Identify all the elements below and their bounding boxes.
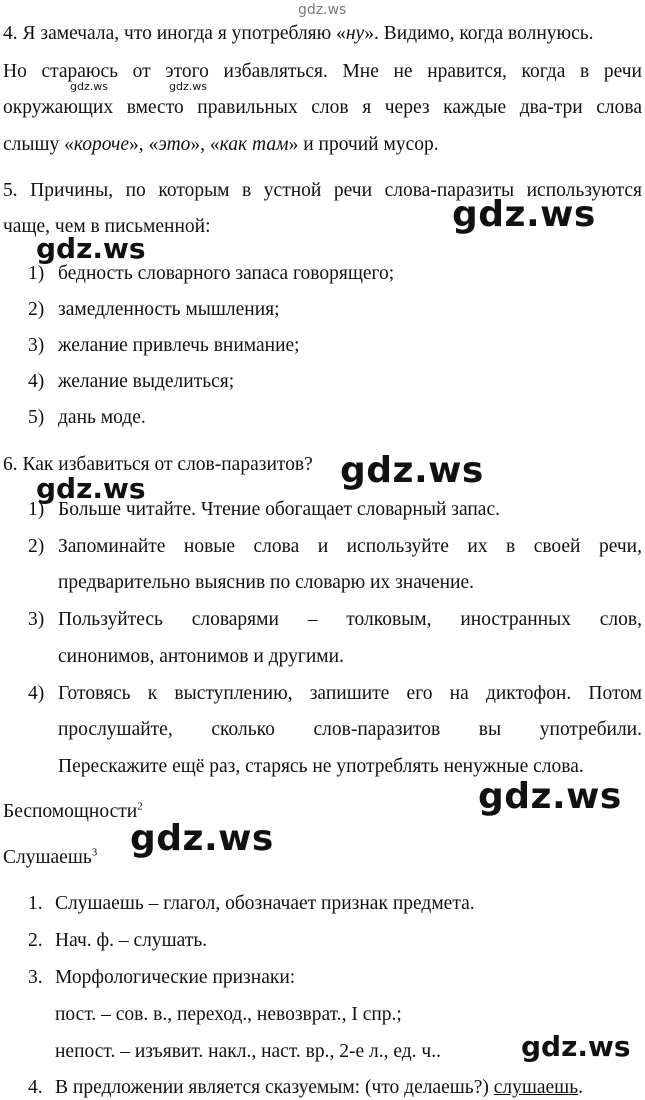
list-text: дань моде. (58, 407, 146, 428)
list-text: Готовясь к выступлению, запишите его на диктофон. Потом (58, 683, 642, 704)
underlined-word: слушаешь (493, 1077, 579, 1098)
footnote-mark: 3 (91, 846, 98, 859)
text: слышу « (3, 134, 74, 155)
text: », « (128, 134, 159, 155)
list-number: 2. (28, 930, 43, 951)
list-text: Пользуйтесь словарями – толковым, иностранных слов, (58, 609, 642, 630)
list-item (28, 370, 235, 394)
watermark-large: gdz.ws (130, 818, 274, 859)
list-number: 4) (28, 683, 45, 704)
watermark-large: gdz.ws (452, 194, 596, 235)
nonconstant-features: непост. – изъявит. накл., наст. вр., 2-е л., ед. ч.. (55, 1041, 441, 1062)
list-text: В предложении является сказуемым: (что делаешь?) (55, 1077, 494, 1098)
list-number: 2) (28, 536, 45, 557)
paragraph-4-line-4 (3, 133, 439, 157)
watermark-large: gdz.ws (478, 776, 622, 817)
paragraph-4-line-2: Но стараюсь от этого избавляться. Мне не нравится, когда в речи (3, 61, 642, 82)
watermark-large: gdz.ws (340, 450, 484, 491)
list-item (28, 334, 300, 358)
list-item (28, 929, 208, 953)
list-text: желание привлечь внимание; (58, 335, 300, 356)
paragraph-4-line-1 (3, 22, 594, 46)
list-number: 4. (28, 1077, 43, 1098)
list-text: Нач. ф. – слушать. (55, 930, 208, 951)
list-text: Морфологические признаки: (55, 967, 296, 988)
list-text: Слушаешь – глагол, обозначает признак предмета. (55, 893, 475, 914)
list-text: Больше читайте. Чтение обогащает словарный запас. (58, 499, 500, 520)
list-number: 3) (28, 335, 45, 356)
list-item (28, 498, 500, 522)
list-text: желание выделиться; (58, 371, 235, 392)
list-text: прослушайте, сколько слов-паразитов вы употребили. (58, 719, 642, 740)
text: Слушаешь (3, 847, 92, 868)
watermark-top: gdz.ws (298, 2, 347, 18)
list-text: предварительно выяснив по словарю их значение. (58, 572, 474, 593)
watermark-medium: gdz.ws (36, 232, 146, 265)
list-item (28, 1076, 583, 1100)
list-number: 1) (28, 263, 45, 284)
italic-word: как там (219, 134, 289, 155)
list-item (28, 892, 475, 916)
watermark-small-1: gdz.ws (70, 80, 108, 93)
footnote-mark: 2 (137, 800, 143, 813)
list-item (28, 966, 296, 990)
list-text: замедленность мышления; (58, 299, 280, 320)
list-number: 1) (28, 499, 45, 520)
list-number: 1. (28, 893, 43, 914)
list-item (28, 262, 395, 286)
list-number: 3) (28, 609, 45, 630)
list-item (28, 298, 280, 322)
watermark-small-2: gdz.ws (169, 80, 207, 93)
watermark-medium: gdz.ws (521, 1030, 631, 1063)
paragraph-4-line-3: окружающих вместо правильных слов я через каждые два-три слова (3, 97, 642, 118)
paragraph-5-line-2: чаще, чем в письменной: (3, 216, 211, 237)
italic-word: короче (73, 134, 129, 155)
text: » и прочий мусор. (288, 134, 439, 155)
italic-word: это (158, 134, 191, 155)
list-number: 4) (28, 371, 45, 392)
text: ». Видимо, когда волнуюсь. (364, 23, 594, 44)
word-heading (3, 800, 143, 824)
text: », « (190, 134, 220, 155)
constant-features: пост. – сов. в., переход., невозврат., I спр.; (55, 1004, 402, 1025)
list-number: 2) (28, 299, 45, 320)
text: 4. Я замечала, что иногда я употребляю « (3, 23, 346, 44)
word-heading (3, 846, 97, 870)
list-item (28, 406, 146, 430)
text: . (578, 1077, 583, 1098)
list-number: 3. (28, 967, 43, 988)
list-text: бедность словарного запаса говорящего; (58, 263, 395, 284)
italic-word: ну (345, 23, 365, 44)
watermark-medium: gdz.ws (36, 472, 146, 505)
paragraph-6-heading: 6. Как избавиться от слов-паразитов? (3, 454, 313, 475)
list-text: Запоминайте новые слова и используйте их в своей речи, (58, 536, 642, 557)
paragraph-5-line-1: 5. Причины, по которым в устной речи слова-паразиты используются (3, 180, 642, 201)
list-text: Перескажите ещё раз, старясь не употреблять ненужные слова. (58, 756, 584, 777)
text: Беспомощности (3, 801, 138, 822)
list-text: синонимов, антонимов и другими. (58, 646, 344, 667)
list-number: 5) (28, 407, 45, 428)
